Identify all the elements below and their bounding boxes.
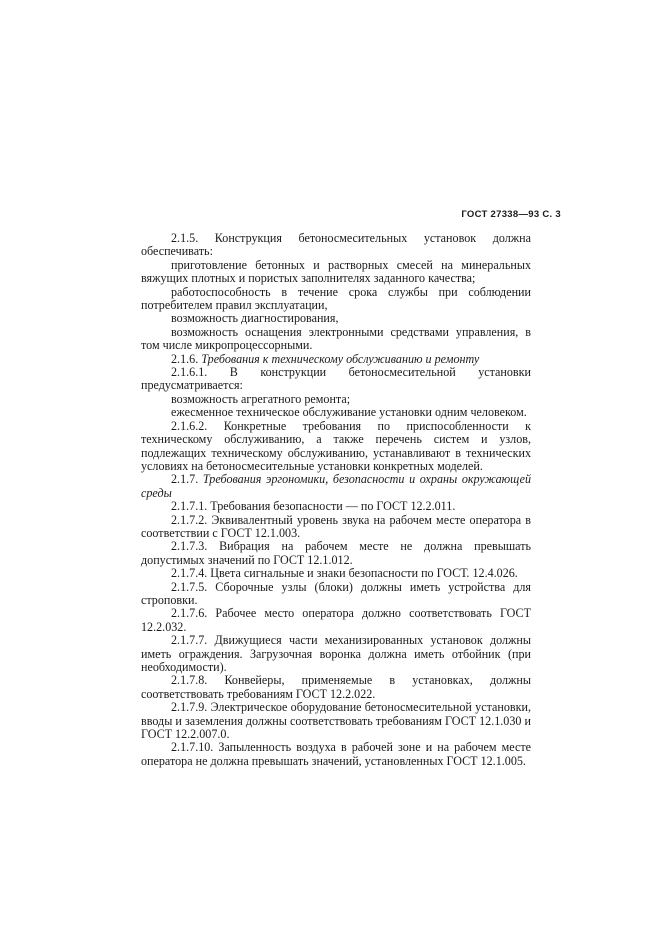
paragraph-2-1-7-10: 2.1.7.10. Запыленность воздуха в рабочей зоне и на рабочем месте оператора не должна превышать значений, установленных ГОСТ 12.1.005. [141,740,531,768]
paragraph-item: ежесменное техническое обслуживание установки одним человеком. [171,405,527,420]
section-title: Требования эргономики, безопасности и охраны окружающей среды [141,472,531,500]
paragraph-item: приготовление бетонных и растворных смесей на минеральных вяжущих плотных и пористых заполнителях заданного качества; [141,257,531,286]
paragraph-item: возможность диагностирования, [171,311,339,326]
paragraph-2-1-7-1: 2.1.7.1. Требования безопасности — по ГОСТ 12.2.011. [171,499,456,514]
paragraph-2-1-6-2: 2.1.6.2. Конкретные требования по приспособленности к техническому обслуживанию, а также перечень систем и узлов, подлежащих техническому обслуживанию, устанавливают в технических условиях на бетоносмесительные установки конкретных моделей. [141,418,531,473]
section-number: 2.1.6. [171,351,199,366]
paragraph-item: возможность оснащения электронными средствами управления, в том числе микропроцессорными. [141,324,531,353]
page-header: ГОСТ 27338—93 С. 3 [461,209,561,220]
section-title: Требования к техническому обслуживанию и ремонту [201,351,480,366]
paragraph-2-1-7-3: 2.1.7.3. Вибрация на рабочем месте не должна превышать допустимых значений по ГОСТ 12.1.012. [141,539,531,567]
paragraph-2-1-6-1: 2.1.6.1. В конструкции бетоносмесительной установки предусматривается: [141,365,531,393]
paragraph-2-1-7-4: 2.1.7.4. Цвета сигнальные и знаки безопасности по ГОСТ. 12.4.026. [171,566,518,581]
paragraph-2-1-7-5: 2.1.7.5. Сборочные узлы (блоки) должны иметь устройства для строповки. [141,579,531,607]
paragraph-2-1-7-9: 2.1.7.9. Электрическое оборудование бетоносмесительной установки, вводы и заземления должны соответствовать требованиям ГОСТ 12.1.030 и ГОСТ 12.2.007.0. [141,700,531,742]
paragraph-2-1-5: 2.1.5. Конструкция бетоносмесительных установок должна обеспечивать: [141,231,531,259]
paragraph-2-1-7-2: 2.1.7.2. Эквивалентный уровень звука на рабочем месте оператора в соответствии с ГОСТ 12.1.003. [141,512,531,540]
document-body [141,232,531,768]
section-number: 2.1.7. [171,472,199,487]
paragraph-item: возможность агрегатного ремонта; [171,391,351,406]
paragraph-item: работоспособность в течение срока службы при соблюдении потребителем правил эксплуатации, [141,284,531,313]
section-heading-2-1-7 [141,473,531,500]
section-heading-2-1-6 [141,353,531,366]
paragraph-2-1-7-8: 2.1.7.8. Конвейеры, применяемые в установках, должны соответствовать требованиям ГОСТ 12.2.022. [141,673,531,701]
paragraph-2-1-7-6: 2.1.7.6. Рабочее место оператора должно соответствовать ГОСТ 12.2.032. [141,606,531,634]
paragraph-2-1-7-7: 2.1.7.7. Движущиеся части механизированных установок должны иметь ограждения. Загрузочная воронка должна иметь отбойник (при необходимости). [141,633,531,674]
